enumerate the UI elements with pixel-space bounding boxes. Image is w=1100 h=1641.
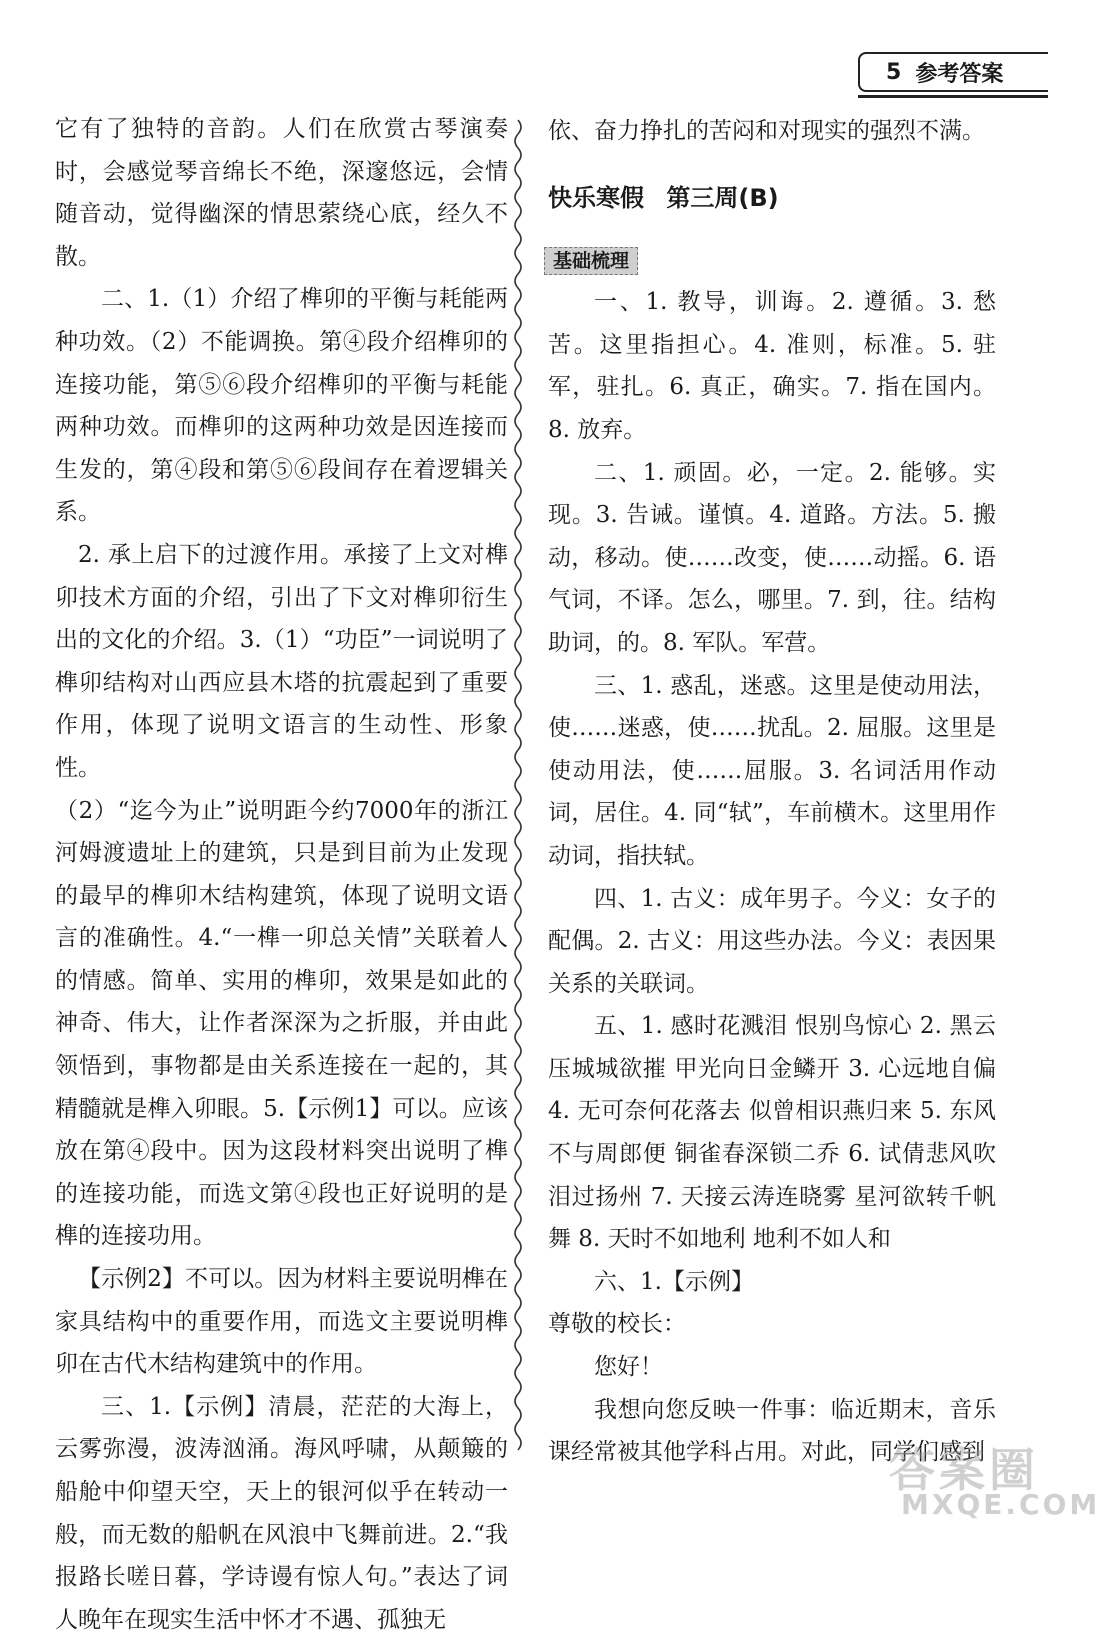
- section-badge: 基础梳理: [544, 247, 638, 275]
- paragraph: 五、1. 感时花溅泪 恨别鸟惊心 2. 黑云压城城欲摧 甲光向日金鳞开 3. 心远地自偏 4. 无可奈何花落去 似曾相识燕归来 5. 东风不与周郎便 铜雀春深锁二乔 6. 试倩悲风吹泪过扬州 7. 天接云涛连晓雾 星河欲转千帆舞 8. 天时不如地利 地利不如人和: [548, 1013, 996, 1253]
- paragraph: 三、1. 惑乱，迷惑。这里是使动用法，使……迷惑，使……扰乱。2. 屈服。这里是使动用法，使……屈服。3. 名词活用作动词，居住。4. 同“轼”，车前横木。这里用作动词，指扶轼。: [548, 672, 996, 869]
- paragraph: 一、1. 教导，训诲。2. 遵循。3. 愁苦。这里指担心。4. 准则，标准。5. 驻军，驻扎。6. 真正，确实。7. 指在国内。8. 放弃。: [548, 289, 996, 443]
- paragraph: 二、1. 顽固。必，一定。2. 能够。实现。3. 告诫。谨慎。4. 道路。方法。5. 搬动，移动。使……改变，使……动摇。6. 语气词，不译。怎么，哪里。7. 到，往。结构助词，的。8. 军队。军营。: [548, 459, 996, 656]
- watermark-text: 答案圈: [889, 1443, 1039, 1497]
- paragraph: （2）“迄今为止”说明距今约7000年的浙江河姆渡遗址上的建筑，只是到目前为止发现的最早的榫卯木结构建筑，体现了说明文语言的准确性。4.“一榫一卯总关情”关联着人的情感。简单、实用的榫卯，效果是如此的神奇、伟大，让作者深深为之折服，并由此领悟到，事物都是由关系连接在一起的，其精髓就是榫入卯眼。5.【示例1】可以。应该放在第④段中。因为这段材料突出说明了榫的连接功能，而选文第④段也正好说明的是榫的连接功用。: [55, 797, 508, 1250]
- section-title: 快乐寒假 第三周(B): [548, 183, 779, 212]
- paragraph: 2. 承上启下的过渡作用。承接了上文对榫卯技术方面的介绍，引出了下文对榫卯衍生出的文化的介绍。3.（1）“功臣”一词说明了榫卯结构对山西应县木塔的抗震起到了重要作用，体现了说明文语言的生动性、形象性。: [55, 541, 508, 781]
- letter-greeting: 您好！: [594, 1354, 663, 1381]
- letter-salutation: 尊敬的校长：: [548, 1311, 686, 1338]
- paragraph: 它有了独特的音韵。人们在欣赏古琴演奏时，会感觉琴音绵长不绝，深邃悠远，会情随音动，觉得幽深的情思萦绕心底，经久不散。: [55, 116, 508, 270]
- watermark-url: MXQE.COM: [901, 1488, 1100, 1521]
- right-column: [548, 110, 996, 1474]
- paragraph: 【示例2】不可以。因为材料主要说明榫在家具结构中的重要作用，而选文主要说明榫卯在古代木结构建筑中的作用。: [55, 1266, 508, 1378]
- column-divider-wavy: [510, 120, 526, 1440]
- left-column: [55, 108, 508, 1641]
- page-header-tab: [858, 52, 1048, 92]
- watermark-logo: [881, 1432, 1100, 1522]
- paragraph: 三、1.【示例】清晨，茫茫的大海上，云雾弥漫，波涛汹涌。海风呼啸，从颠簸的船舱中仰望天空，天上的银河似乎在转动一般，而无数的船帆在风浪中飞舞前进。2.“我报路长嗟日暮，学诗谩有惊人句。”表达了词人晚年在现实生活中怀才不遇、孤独无: [55, 1393, 508, 1633]
- paragraph: 二、1.（1）介绍了榫卯的平衡与耗能两种功效。（2）不能调换。第④段介绍榫卯的连接功能，第⑤⑥段介绍榫卯的平衡与耗能两种功效。而榫卯的这两种功效是因连接而生发的，第④段和第⑤⑥段间存在着逻辑关系。: [55, 286, 508, 526]
- paragraph: 四、1. 古义：成年男子。今义：女子的配偶。2. 古义：用这些办法。今义：表因果关系的关联词。: [548, 885, 996, 997]
- letter-body: 我想向您反映一件事：临近期末，音乐课经常被其他学科占用。对此，同学们感到: [548, 1396, 996, 1466]
- page-number: 5: [886, 59, 902, 85]
- paragraph: 依、奋力挣扎的苦闷和对现实的强烈不满。: [548, 118, 985, 144]
- section-label: 参考答案: [915, 61, 1004, 87]
- paragraph: 六、1.【示例】: [594, 1268, 754, 1295]
